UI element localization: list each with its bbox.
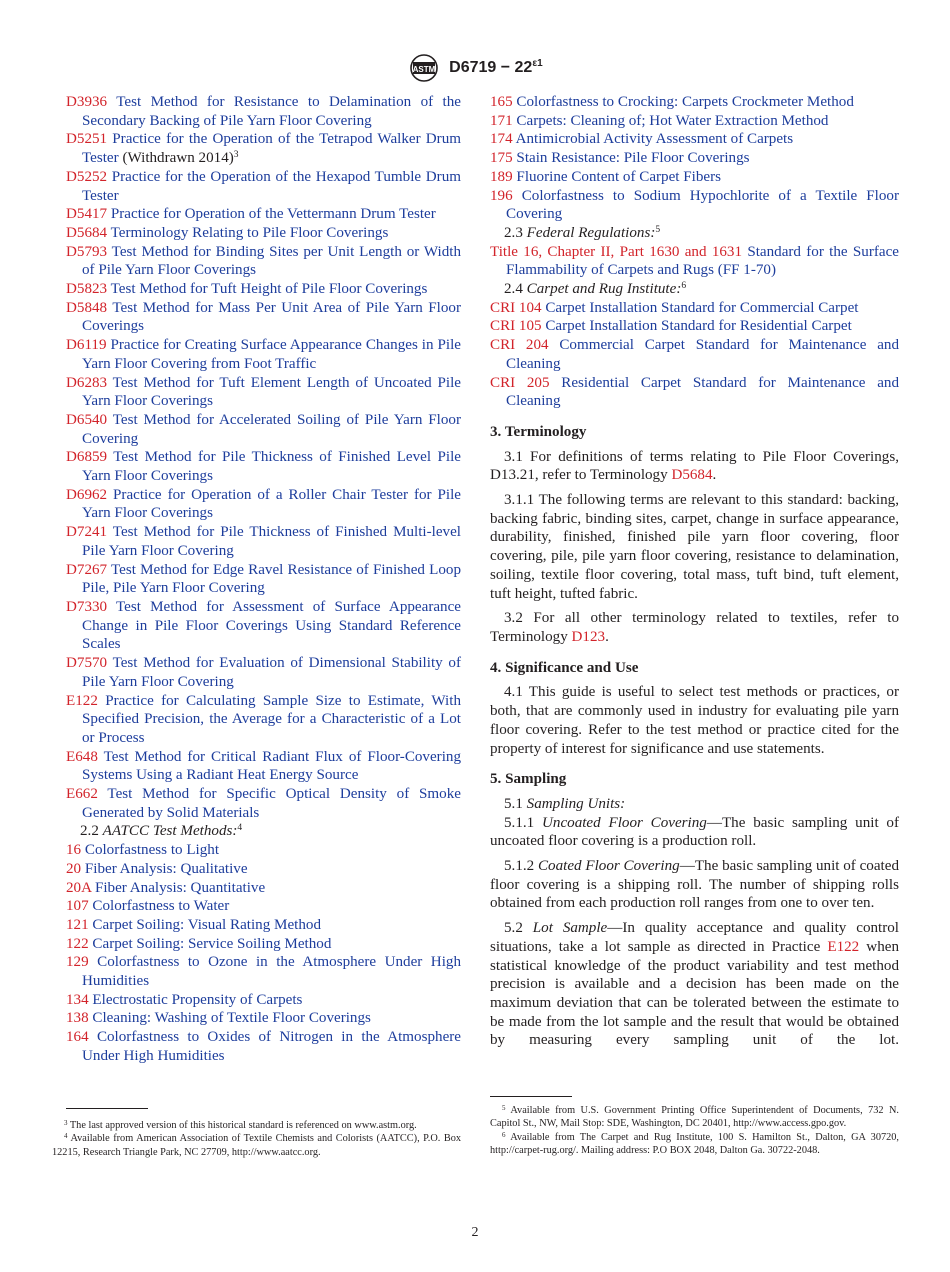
reference-item — [66, 130, 461, 167]
reference-code-link[interactable]: 175 — [490, 150, 513, 167]
footnote-text: Available from U.S. Government Printing Office Superintendent of Documents, 732 N. Capitol St., NW, Mail Stop: SDE, Washington, DC 20401, http://www.access.gpo.gov. — [490, 1105, 899, 1130]
reference-title-link[interactable]: Test Method for Binding Sites per Unit Length or Width of Pile Yarn Floor Coverings — [82, 243, 461, 279]
reference-code-link[interactable]: 196 — [490, 187, 513, 204]
reference-code-link[interactable]: E662 — [66, 786, 98, 803]
aatcc-subsection-heading: 2.2 AATCC Test Methods:$^4$ — [80, 823, 243, 840]
reference-item — [66, 748, 461, 785]
reference-title-link[interactable]: Stain Resistance: Pile Floor Coverings — [516, 150, 750, 167]
federal-reference-list — [490, 243, 899, 280]
reference-code-link[interactable]: D6962 — [66, 486, 108, 503]
reference-code-link[interactable]: CRI 105 — [490, 318, 542, 335]
reference-title-link[interactable]: Colorfastness to Crocking: Carpets Crockmeter Method — [516, 94, 854, 110]
reference-title-link[interactable]: Standard for the Surface Flammability of Carpets and Rugs (FF 1-70) — [506, 243, 900, 279]
reference-code-link[interactable]: CRI 204 — [490, 337, 549, 354]
reference-title-link[interactable]: Test Method for Evaluation of Dimensional Stability of Pile Yarn Floor Covering — [82, 655, 461, 690]
reference-title-link[interactable]: Test Method for Mass Per Unit Area of Pile Yarn Floor Coverings — [82, 299, 461, 335]
reference-item — [66, 692, 461, 748]
reference-item — [490, 187, 899, 224]
reference-code-link[interactable]: 121 — [66, 916, 89, 933]
reference-code-link[interactable]: D7570 — [66, 655, 108, 672]
reference-note: (Withdrawn 2014) — [122, 150, 234, 167]
paragraph-3-1-1: 3.1.1 The following terms are relevant to this standard: backing, backing fabric, binding sites, carpet, change in surface appearance, durability, finished, finished pile yarn floor covering, floor covering, pile, pile yarn floor covering, resistance to delamination, soiling, textile floor covering, total mass, tuft bind, tuft element, tuft height, tufted fabric. — [490, 492, 899, 602]
reference-code-link[interactable]: D7267 — [66, 561, 108, 578]
cri-subsection-heading: 2.4 Carpet and Rug Institute:$^6$ — [504, 281, 687, 298]
xref-d123[interactable]: D123 — [571, 628, 606, 645]
paragraph-3-2: 3.2 For all other terminology related to textiles, refer to Terminology D123. — [490, 610, 899, 645]
reference-title-link[interactable]: Test Method for Pile Thickness of Finished Level Pile Yarn Floor Coverings — [82, 449, 461, 485]
svg-text:ASTM: ASTM — [413, 65, 436, 74]
reference-code-link[interactable]: 20A — [66, 879, 92, 896]
reference-item — [66, 523, 461, 560]
reference-title-link[interactable]: Test Method for Specific Optical Density of Smoke Generated by Solid Materials — [82, 786, 461, 821]
reference-item — [66, 654, 461, 691]
reference-item — [66, 411, 461, 448]
reference-title-link[interactable]: Fluorine Content of Carpet Fibers — [516, 168, 721, 185]
reference-code-link[interactable]: D5684 — [66, 224, 108, 241]
astm-logo-icon — [407, 53, 441, 83]
reference-title-link[interactable]: Carpet Soiling: Visual Rating Method — [92, 916, 321, 933]
paragraph-3-1: 3.1 For definitions of terms relating to Pile Floor Coverings, D13.21, refer to Terminology D5684. — [490, 448, 899, 484]
reference-item — [66, 860, 461, 879]
reference-code-link[interactable]: D5252 — [66, 168, 108, 185]
reference-item — [66, 280, 461, 299]
reference-code-link[interactable]: 138 — [66, 1010, 89, 1027]
reference-item — [490, 112, 899, 131]
reference-code-link[interactable]: CRI 104 — [490, 299, 542, 316]
footnote-number: 4 — [64, 1132, 68, 1141]
reference-title-link[interactable]: Colorfastness to Ozone in the Atmosphere Under High Humidities — [82, 954, 461, 990]
reference-title-link[interactable]: Carpet Soiling: Service Soiling Method — [92, 935, 332, 952]
reference-code-link[interactable]: E122 — [66, 692, 98, 709]
standard-designation: $D6719 - 22^{\varepsilon 1}$ — [449, 57, 543, 76]
reference-item — [66, 561, 461, 598]
reference-code-link[interactable]: D5848 — [66, 299, 108, 316]
section-heading-sampling: 5. Sampling — [490, 771, 567, 788]
reference-item — [490, 299, 899, 318]
reference-title-link[interactable]: Test Method for Resistance to Delamination of the Secondary Backing of Pile Yarn Floor Covering — [82, 94, 461, 129]
reference-title-link[interactable]: Colorfastness to Light — [84, 842, 220, 859]
footnote-rule-left — [66, 1108, 148, 1109]
aatcc-reference-list-left — [66, 841, 461, 1065]
reference-title-link[interactable]: Test Method for Tuft Height of Pile Floor Coverings — [110, 281, 428, 298]
reference-item — [66, 785, 461, 822]
reference-item — [66, 243, 461, 280]
reference-code-link[interactable]: 20 — [66, 860, 82, 877]
reference-item — [66, 224, 461, 243]
reference-code-link[interactable]: 171 — [490, 112, 513, 129]
reference-item — [66, 879, 461, 898]
reference-item — [66, 953, 461, 990]
paragraph-5-1: 5.1 Sampling Units: — [504, 795, 626, 812]
reference-item — [66, 841, 461, 860]
reference-code-link[interactable]: Title 16, Chapter II, Part 1630 and 1631 — [490, 243, 743, 260]
reference-code-link[interactable]: 165 — [490, 94, 513, 110]
xref-d5684[interactable]: D5684 — [671, 467, 713, 484]
footnote — [490, 1104, 899, 1131]
reference-code-link[interactable]: 129 — [66, 954, 89, 971]
reference-title-link[interactable]: Colorfastness to Oxides of Nitrogen in the Atmosphere Under High Humidities — [82, 1029, 461, 1064]
reference-code-link[interactable]: CRI 205 — [490, 374, 550, 391]
reference-code-link[interactable]: E648 — [66, 748, 98, 765]
reference-title-link[interactable]: Colorfastness to Sodium Hypochlorite of a Textile Floor Covering — [506, 187, 899, 223]
xref-e122[interactable]: E122 — [827, 938, 860, 955]
reference-title-link[interactable]: Carpets: Cleaning of; Hot Water Extraction Method — [516, 112, 829, 129]
reference-title-link[interactable]: Fiber Analysis: Quantitative — [94, 879, 266, 896]
reference-code-link[interactable]: 122 — [66, 935, 89, 952]
reference-item — [66, 935, 461, 954]
reference-title-link[interactable]: Practice for Operation of the Vettermann Drum Tester — [110, 206, 436, 223]
footnote-number: 3 — [64, 1119, 68, 1127]
reference-item — [490, 374, 899, 411]
footnote — [52, 1132, 461, 1159]
page-header — [0, 53, 950, 83]
footnote-marker: 3 — [233, 150, 239, 161]
reference-title-link[interactable]: Practice for Calculating Sample Size to Estimate, With Specified Precision, the Average for a Characteristic of a Lot or Process — [82, 692, 461, 746]
footnote-text: Available from The Carpet and Rug Institute, 100 S. Hamilton St., Dalton, GA 30720, http://carpet-rug.org/. Mailing address: P.O BOX 2048, Dalton Ga. 30722-2048. — [490, 1131, 899, 1157]
footnote-rule-right — [490, 1096, 572, 1097]
reference-title-link[interactable]: Practice for Creating Surface Appearance Changes in Pile Yarn Floor Covering from Foot Traffic — [82, 337, 461, 372]
reference-item — [66, 336, 461, 373]
reference-code-link[interactable]: 107 — [66, 898, 89, 915]
reference-code-link[interactable]: D5793 — [66, 243, 108, 260]
reference-title-link[interactable]: Test Method for Pile Thickness of Finished Multi-level Pile Yarn Floor Covering — [82, 524, 461, 559]
footnote — [52, 1119, 461, 1132]
left-column — [66, 93, 461, 1066]
reference-item — [66, 93, 461, 130]
reference-item — [66, 598, 461, 654]
reference-code-link[interactable]: 134 — [66, 991, 89, 1008]
paragraph-5-1-2: 5.1.2 Coated Floor Covering—The basic sampling unit of coated floor covering is a shipping roll. The number of shipping rolls obtained from each production roll ranges from one to over ten. — [490, 858, 899, 912]
section-heading-terminology: 3. Terminology — [490, 423, 587, 440]
reference-code-link[interactable]: D3936 — [66, 94, 108, 110]
reference-item — [66, 486, 461, 523]
reference-title-link[interactable]: Test Method for Assessment of Surface Appearance Change in Pile Floor Coverings Using Standard Reference Scales — [82, 598, 461, 653]
reference-item — [66, 168, 461, 205]
reference-item — [490, 243, 899, 280]
section-heading-significance: 4. Significance and Use — [490, 659, 639, 676]
reference-item — [66, 991, 461, 1010]
reference-title-link[interactable]: Carpet Installation Standard for Commercial Carpet — [545, 299, 859, 316]
reference-code-link[interactable]: D6119 — [66, 337, 107, 354]
reference-title-link[interactable]: Electrostatic Propensity of Carpets — [92, 991, 303, 1008]
reference-title-link[interactable]: Test Method for Tuft Element Length of Uncoated Pile Yarn Floor Coverings — [82, 374, 461, 410]
reference-code-link[interactable]: D7241 — [66, 524, 108, 541]
reference-title-link[interactable]: Cleaning: Washing of Textile Floor Coverings — [92, 1010, 371, 1027]
paragraph-4-1: 4.1 This guide is useful to select test methods or practices, or both, that are commonly used in industry for evaluating pile yarn floor covering. Refer to the test method or practice cited for the property of interest for significance and use statements. — [490, 684, 899, 757]
paragraph-5-1-1: 5.1.1 Uncoated Floor Covering—The basic sampling unit of uncoated floor covering is a production roll. — [490, 814, 900, 850]
reference-title-link[interactable]: Fiber Analysis: Qualitative — [84, 860, 248, 877]
reference-item — [66, 916, 461, 935]
federal-subsection-heading: 2.3 Federal Regulations:$^5$ — [504, 224, 661, 241]
reference-code-link[interactable]: 164 — [66, 1029, 89, 1046]
footnotes-right — [490, 1104, 899, 1158]
reference-item — [66, 205, 461, 224]
footnotes-left — [52, 1119, 461, 1159]
reference-item — [66, 299, 461, 336]
reference-code-link[interactable]: 189 — [490, 168, 513, 185]
reference-title-link[interactable]: Commercial Carpet Standard for Maintenance and Cleaning — [506, 337, 899, 372]
footnote-text: Available from American Association of Textile Chemists and Colorists (AATCC), P.O. Box 12215, Research Triangle Park, NC 27709, http://www.aatcc.org. — [52, 1133, 461, 1158]
footnote-text: The last approved version of this historical standard is referenced on www.astm.org. — [69, 1120, 417, 1131]
page-number: 2 — [471, 1225, 479, 1240]
reference-code-link[interactable]: D6859 — [66, 449, 108, 466]
reference-code-link[interactable]: D6540 — [66, 411, 108, 428]
reference-item — [66, 1028, 461, 1065]
cri-reference-list — [490, 299, 899, 411]
astm-reference-list — [66, 93, 461, 822]
reference-title-link[interactable]: Practice for the Operation of the Hexapod Tumble Drum Tester — [82, 168, 461, 204]
reference-title-link[interactable]: Colorfastness to Water — [92, 898, 230, 915]
reference-code-link[interactable]: D5251 — [66, 131, 108, 148]
reference-title-link[interactable]: Practice for the Operation of the Tetrapod Walker Drum Tester — [82, 131, 461, 167]
reference-item — [490, 130, 899, 149]
reference-code-link[interactable]: 16 — [66, 842, 82, 859]
paragraph-5-2: 5.2 Lot Sample—In quality acceptance and quality control situations, take a lot sample as directed in Practice E122 when statistical knowledge of the product variability and test method precision is available and a decision has been made on the maximum deviation that can be tolerated between the estimate to be made from the lot sample and the result that would be obtained by measuring every sampling unit of the lot. — [490, 920, 900, 1049]
right-column — [490, 93, 899, 1050]
reference-title-link[interactable]: Test Method for Critical Radiant Flux of Floor-Covering Systems Using a Radiant Heat Energy Source — [82, 748, 461, 784]
aatcc-reference-list-right — [490, 93, 899, 224]
reference-title-link[interactable]: Residential Carpet Standard for Maintenance and Cleaning — [506, 374, 900, 410]
reference-code-link[interactable]: D6283 — [66, 374, 108, 391]
reference-item — [490, 149, 899, 168]
footnote-number: 6 — [502, 1130, 506, 1139]
reference-item — [66, 448, 461, 485]
reference-item — [66, 374, 461, 411]
reference-item — [490, 317, 899, 336]
reference-code-link[interactable]: D5417 — [66, 206, 108, 223]
reference-item — [490, 93, 899, 112]
reference-title-link[interactable]: Carpet Installation Standard for Residential Carpet — [545, 318, 852, 335]
reference-code-link[interactable]: D5823 — [66, 281, 108, 298]
footnote-number: 5 — [502, 1104, 506, 1112]
reference-title-link[interactable]: Antimicrobial Activity Assessment of Carpets — [515, 131, 794, 148]
reference-item — [490, 336, 899, 373]
reference-item — [66, 897, 461, 916]
reference-title-link[interactable]: Test Method for Edge Ravel Resistance of Finished Loop Pile, Pile Yarn Floor Covering — [82, 561, 461, 597]
reference-code-link[interactable]: 174 — [490, 131, 513, 148]
reference-title-link[interactable]: Terminology Relating to Pile Floor Coverings — [110, 224, 389, 241]
reference-code-link[interactable]: D7330 — [66, 598, 108, 615]
reference-item — [66, 1009, 461, 1028]
reference-title-link[interactable]: Test Method for Accelerated Soiling of Pile Yarn Floor Covering — [82, 411, 461, 447]
reference-title-link[interactable]: Practice for Operation of a Roller Chair Tester for Pile Yarn Floor Coverings — [82, 486, 461, 522]
reference-item — [490, 168, 899, 187]
footnote — [490, 1131, 899, 1158]
